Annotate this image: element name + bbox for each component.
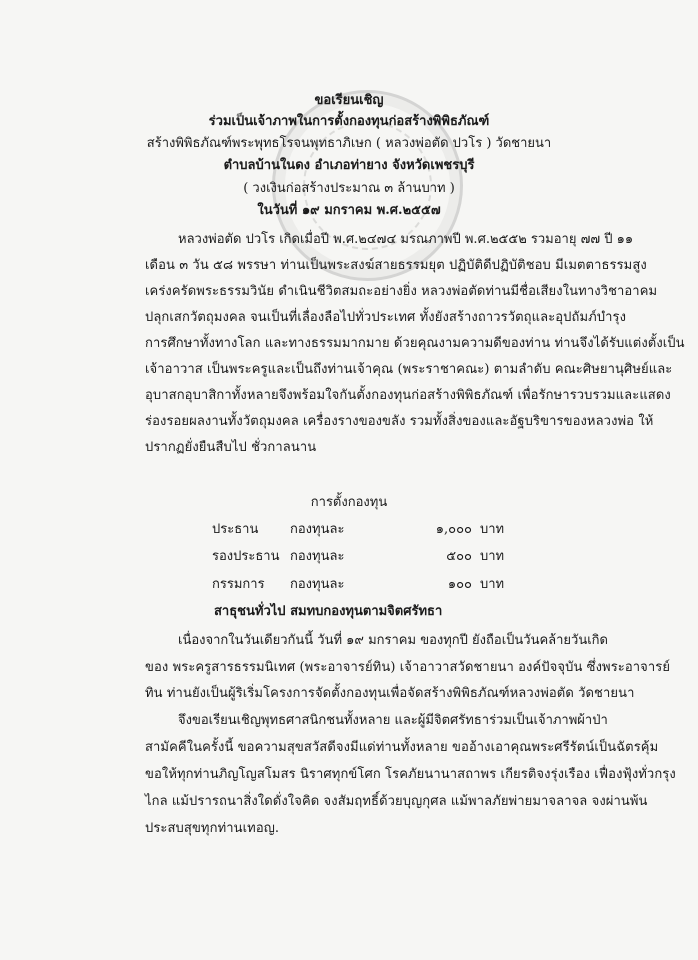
closing-line: เนื่องจากในวันเดียวกันนี้ วันที่ ๑๙ มกราคม ของทุกปี ยังถือเป็นวันคล้ายวันเกิด <box>178 633 608 648</box>
fund-label: กองทุนละ <box>290 522 345 537</box>
closing-line: สามัคคีในครั้งนี้ ขอความสุขสวัสดีจงมีแด่ท่านทั้งหลาย ขออ้างเอาคุณพระศรีรัตน์เป็นฉัตรคุ้ม <box>145 740 659 755</box>
closing-line: ขอให้ทุกท่านภิญโญสโมสร นิราศทุกข์โศก โรคภัยนานาสถาพร เกียรติจงรุ่งเรือง เฟื่องฟุ้งทั่วกรุง <box>145 767 676 782</box>
fund-row <box>212 548 504 566</box>
fund-row <box>212 576 504 594</box>
fund-role: ประธาน <box>212 522 259 537</box>
fund-label: กองทุนละ <box>290 549 345 564</box>
body-line: ร่องรอยผลงานทั้งวัตถุมงคล เครื่องรางของขลัง รวมทั้งสิ่งของและอัฐบริขารของหลวงพ่อ ให้ <box>145 414 654 429</box>
fund-amount: ๑,๐๐๐ <box>435 522 472 537</box>
body-line: เจ้าอาวาส เป็นพระครูและเป็นถึงท่านเจ้าคุณ (พระราชาคณะ) ตามลำดับ คณะศิษยานุศิษย์และ <box>145 362 673 377</box>
body-line: หลวงพ่อตัด ปวโร เกิดเมื่อปี พ.ศ.๒๔๗๔ มรณภาพปี พ.ศ.๒๕๕๒ รวมอายุ ๗๗ ปี ๑๑ <box>178 232 634 247</box>
fund-amount: ๑๐๐ <box>447 577 472 592</box>
fund-unit: บาท <box>480 522 505 537</box>
closing-line: ประสบสุขทุกท่านเทอญ. <box>145 821 280 836</box>
fund-role: รองประธาน <box>212 549 280 564</box>
invitation-heading: ขอเรียนเชิญ <box>314 93 384 108</box>
public-contribution-line: สาธุชนทั่วไป สมทบกองทุนตามจิตศรัทธา <box>214 604 443 619</box>
body-line: เดือน ๓ วัน ๕๘ พรรษา ท่านเป็นพระสงฆ์สายธรรมยุต ปฏิบัติดีปฏิบัติชอบ มีเมตตาธรรมสูง <box>145 258 647 273</box>
fund-row <box>212 521 504 539</box>
body-line: เคร่งครัดพระธรรมวินัย ดำเนินชีวิตสมถะอย่างยิ่ง หลวงพ่อตัดท่านมีชื่อเสียงในทางวิชาอาคม <box>145 284 658 299</box>
closing-line: จึงขอเรียนเชิญพุทธศาสนิกชนทั้งหลาย และผู้มีจิตศรัทธาร่วมเป็นเจ้าภาพผ้าป่า <box>178 713 608 728</box>
location-line: ตำบลบ้านในดง อำเภอท่ายาง จังหวัดเพชรบุรี <box>223 158 475 173</box>
fund-unit: บาท <box>480 577 505 592</box>
fund-heading: การตั้งกองทุน <box>310 495 388 510</box>
host-line: ร่วมเป็นเจ้าภาพในการตั้งกองทุนก่อสร้างพิพิธภัณฑ์ <box>208 114 490 129</box>
body-line: ปรากฏยั่งยืนสืบไป ชั่วกาลนาน <box>145 440 317 455</box>
closing-line: ของ พระครูสารธรรมนิเทศ (พระอาจารย์ทิน) เจ้าอาวาสวัดชายนา องค์ปัจจุบัน ซึ่งพระอาจารย์ <box>145 660 671 675</box>
project-title: สร้างพิพิธภัณฑ์พระพุทธโรจนพุทธาภิเษก ( หลวงพ่อตัด ปวโร ) วัดชายนา <box>146 136 552 151</box>
closing-line: ทิน ท่านยังเป็นผู้ริเริ่มโครงการจัดตั้งกองทุนเพื่อจัดสร้างพิพิธภัณฑ์หลวงพ่อตัด วัดชายนา <box>145 686 635 701</box>
body-line: อุบาสกอุบาสิกาทั้งหลายจึงพร้อมใจกันตั้งกองทุนก่อสร้างพิพิธภัณฑ์ เพื่อรักษารวบรวมและแสดง <box>145 388 671 403</box>
closing-line: ไกล แม้ปรารถนาสิ่งใดดั่งใจคิด จงสัมฤทธิ์ด้วยบุญกุศล แม้พาลภัยพ่ายมาจลาจล จงผ่านพ้น <box>145 794 648 809</box>
fund-label: กองทุนละ <box>290 577 345 592</box>
fund-amount: ๕๐๐ <box>446 549 472 564</box>
body-line: การศึกษาทั้งทางโลก และทางธรรมมากมาย ด้วยคุณงามความดีของท่าน ท่านจึงได้รับแต่งตั้งเป็น <box>145 336 685 351</box>
fund-unit: บาท <box>480 549 505 564</box>
date-line: ในวันที่ ๑๙ มกราคม พ.ศ.๒๕๕๗ <box>257 203 441 218</box>
body-line: ปลุกเสกวัตถุมงคล จนเป็นที่เลื่องลือไปทั่วประเทศ ทั้งยังสร้างถาวรวัตถุและอุปถัมภ์บำรุง <box>145 310 627 325</box>
fund-role: กรรมการ <box>212 577 265 592</box>
budget-line: ( วงเงินก่อสร้างประมาณ ๓ ล้านบาท ) <box>243 181 455 196</box>
